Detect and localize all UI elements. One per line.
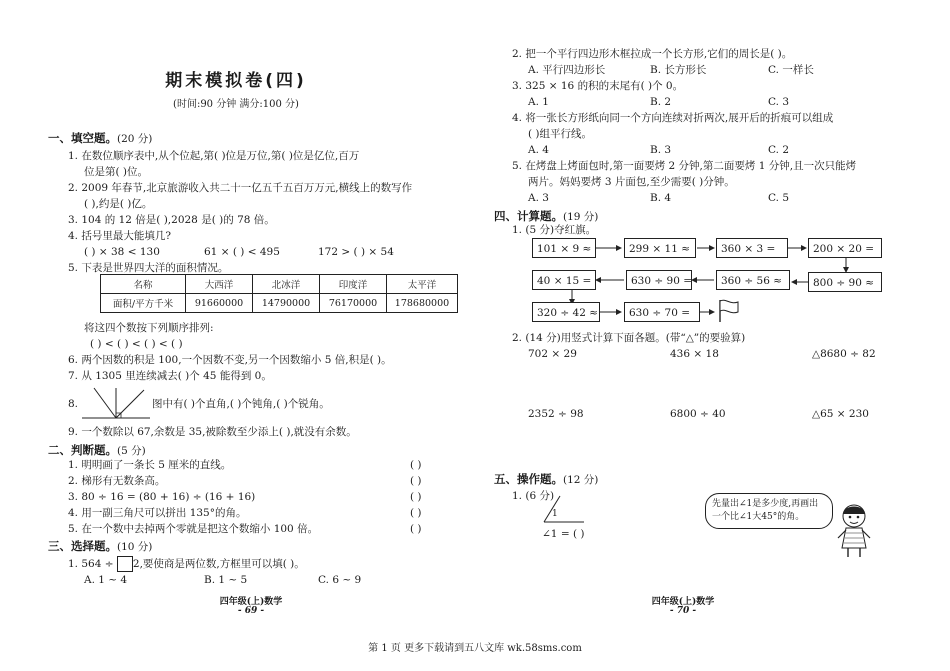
judge-1: 1. 明明画了一条长 5 厘米的直线。 (68, 459, 232, 471)
q2-line1: 2. 2009 年春节,北京旅游收入共二十一亿五千五百万万元,横线上的数写作 (68, 182, 413, 194)
answer-paren[interactable]: ( ) (410, 491, 422, 503)
choice-3-option-a[interactable]: A. 1 (528, 96, 549, 108)
choice-1-text-a: 1. 564 ÷ (68, 558, 114, 570)
choice-4-option-c[interactable]: C. 2 (768, 144, 790, 156)
table-cell: 14790000 (253, 294, 320, 313)
footer-label: 四年级(上)数学 (651, 597, 715, 607)
flag-question: 1. (5 分)夺红旗。 (512, 224, 597, 236)
choice-4-option-a[interactable]: A. 4 (528, 144, 549, 156)
q6: 6. 两个因数的积是 100,一个因数不变,另一个因数缩小 5 倍,积是( )。 (68, 354, 392, 366)
q4a: ( ) × 38 < 130 (84, 246, 160, 258)
choice-4-line1: 4. 将一张长方形纸向同一个方向连续对折两次,展开后的折痕可以组成 (512, 112, 834, 124)
left-page (0, 0, 472, 640)
q5-instruction: 将这四个数按下列顺序排列: (84, 322, 214, 334)
q1-line1: 1. 在数位顺序表中,从个位起,第( )位是万位,第( )位是亿位,百万 (68, 150, 360, 162)
section-title: 三、选择题。 (48, 539, 117, 553)
angle-figure (540, 494, 588, 526)
choice-4-line2: ( )组平行线。 (528, 128, 593, 140)
chain-step: 200 × 20 = (808, 238, 882, 258)
section-title: 二、判断题。 (48, 443, 117, 457)
bottom-download-note: 第 1 页 更多下载请到五八文库 wk.58sms.com (368, 643, 582, 654)
table-header-row (101, 275, 458, 294)
red-flag-icon (716, 298, 746, 324)
table-cell: 91660000 (186, 294, 253, 313)
section-points: (5 分) (117, 445, 146, 457)
choice-3: 3. 325 × 16 的积的末尾有( )个 0。 (512, 80, 684, 92)
q8-number: 8. (68, 398, 79, 410)
judge-5: 5. 在一个数中去掉两个零就是把这个数缩小 100 倍。 (68, 523, 319, 535)
chain-step: 800 ÷ 90 ≈ (808, 272, 882, 292)
table-row (101, 294, 458, 313)
judge-3: 3. 80 ÷ 16 = (80 + 16) ÷ (16 + 16) (68, 491, 256, 503)
choice-1 (68, 556, 305, 572)
q1-line2: 位是第( )位。 (84, 166, 149, 178)
choice-4-option-b[interactable]: B. 3 (650, 144, 672, 156)
choice-3-option-c[interactable]: C. 3 (768, 96, 790, 108)
page-subtitle: (时间:90 分钟 满分:100 分) (173, 99, 299, 110)
chain-step: 101 × 9 ≈ (532, 238, 596, 258)
section-fill-in (48, 130, 152, 146)
chain-step: 630 ÷ 70 = (624, 302, 700, 322)
table-cell: 178680000 (387, 294, 458, 313)
section-title: 五、操作题。 (494, 472, 563, 486)
choice-3-option-b[interactable]: B. 2 (650, 96, 672, 108)
calc-problem: 702 × 29 (528, 348, 577, 360)
judge-4: 4. 用一副三角尺可以拼出 135°的角。 (68, 507, 247, 519)
section-choice (48, 538, 152, 554)
answer-paren[interactable]: ( ) (410, 459, 422, 471)
choice-1-option-c[interactable]: C. 6 ~ 9 (318, 574, 362, 586)
choice-2: 2. 把一个平行四边形木框拉成一个长方形,它们的周长是( )。 (512, 48, 793, 60)
q4b: 61 × ( ) < 495 (204, 246, 280, 258)
judge-2: 2. 梯形有无数条高。 (68, 475, 166, 487)
section-points: (12 分) (563, 474, 599, 486)
speech-bubble: 先量出∠1是多少度,再画出一个比∠1大45°的角。 (705, 493, 833, 529)
calc-problem: 436 × 18 (670, 348, 719, 360)
angle-label: 1 (552, 509, 558, 519)
section-operation (494, 471, 598, 487)
answer-paren[interactable]: ( ) (410, 507, 422, 519)
calc-problem: 2352 ÷ 98 (528, 408, 584, 420)
q9: 9. 一个数除以 67,余数是 35,被除数至少添上( ),就没有余数。 (68, 426, 357, 438)
page-title: 期末模拟卷(四) (165, 71, 307, 91)
blank-box[interactable] (117, 556, 133, 572)
table-cell: 大西洋 (186, 275, 253, 294)
table-cell: 76170000 (320, 294, 387, 313)
section-points: (10 分) (117, 541, 153, 553)
calc-problem: △65 × 230 (812, 408, 869, 420)
chain-step: 299 × 11 ≈ (624, 238, 696, 258)
angles-figure (80, 384, 152, 422)
chain-step: 630 ÷ 90 = (626, 270, 692, 290)
choice-5-line2: 两片。妈妈要烤 3 片面包,至少需要( )分钟。 (528, 176, 735, 188)
choice-1-text-b: 2,要使商是两位数,方框里可以填( )。 (132, 558, 305, 570)
section-true-false (48, 442, 146, 458)
table-cell: 印度洋 (320, 275, 387, 294)
operation-1: 1. (6 分) (512, 490, 555, 502)
footer-label: 四年级(上)数学 (219, 597, 283, 607)
calc-problem: △8680 ÷ 82 (812, 348, 876, 360)
section-points: (19 分) (563, 211, 599, 223)
q4c: 172 > ( ) × 54 (318, 246, 394, 258)
choice-2-option-a[interactable]: A. 平行四边形长 (528, 64, 606, 76)
choice-5-option-c[interactable]: C. 5 (768, 192, 790, 204)
right-page (478, 0, 950, 640)
q2-line2: ( ),约是( )亿。 (84, 198, 153, 210)
answer-paren[interactable]: ( ) (410, 475, 422, 487)
section-title: 四、计算题。 (494, 209, 563, 223)
choice-2-option-c[interactable]: C. 一样长 (768, 64, 814, 76)
chain-step: 360 ÷ 56 ≈ (716, 270, 790, 290)
section-title: 一、填空题。 (48, 131, 117, 145)
table-cell: 北冰洋 (253, 275, 320, 294)
chain-step: 320 ÷ 42 ≈ (532, 302, 600, 322)
q5: 5. 下表是世界四大洋的面积情况。 (68, 262, 229, 274)
section-points: (20 分) (117, 133, 153, 145)
answer-paren[interactable]: ( ) (410, 523, 422, 535)
choice-5-line1: 5. 在烤盘上烤面包时,第一面要烤 2 分钟,第二面要烤 1 分钟,且一次只能烤 (512, 160, 857, 172)
table-cell: 面积/平方千米 (101, 294, 186, 313)
choice-5-option-b[interactable]: B. 4 (650, 192, 672, 204)
ocean-area-table (100, 274, 458, 313)
cartoon-girl-icon (834, 500, 874, 560)
choice-1-option-b[interactable]: B. 1 ~ 5 (204, 574, 248, 586)
chain-step: 40 × 15 = (532, 270, 596, 290)
q3: 3. 104 的 12 倍是( ),2028 是( )的 78 倍。 (68, 214, 275, 226)
choice-5-option-a[interactable]: A. 3 (528, 192, 549, 204)
vertical-calc-question: 2. (14 分)用竖式计算下面各题。(带“△”的要验算) (512, 332, 746, 344)
q7: 7. 从 1305 里连续减去( )个 45 能得到 0。 (68, 370, 272, 382)
q8: 图中有( )个直角,( )个钝角,( )个锐角。 (152, 398, 330, 410)
footer-page-number: - 70 - (669, 606, 697, 616)
q5-order: ( ) < ( ) < ( ) < ( ) (90, 338, 183, 350)
chain-step: 360 × 3 = (716, 238, 788, 258)
table-cell: 太平洋 (387, 275, 458, 294)
choice-1-option-a[interactable]: A. 1 ~ 4 (84, 574, 128, 586)
table-cell: 名称 (101, 275, 186, 294)
footer-page-number: - 69 - (237, 606, 265, 616)
choice-2-option-b[interactable]: B. 长方形长 (650, 64, 707, 76)
q4: 4. 括号里最大能填几? (68, 230, 171, 242)
calc-problem: 6800 ÷ 40 (670, 408, 726, 420)
angle-answer: ∠1 = ( ) (542, 528, 585, 540)
